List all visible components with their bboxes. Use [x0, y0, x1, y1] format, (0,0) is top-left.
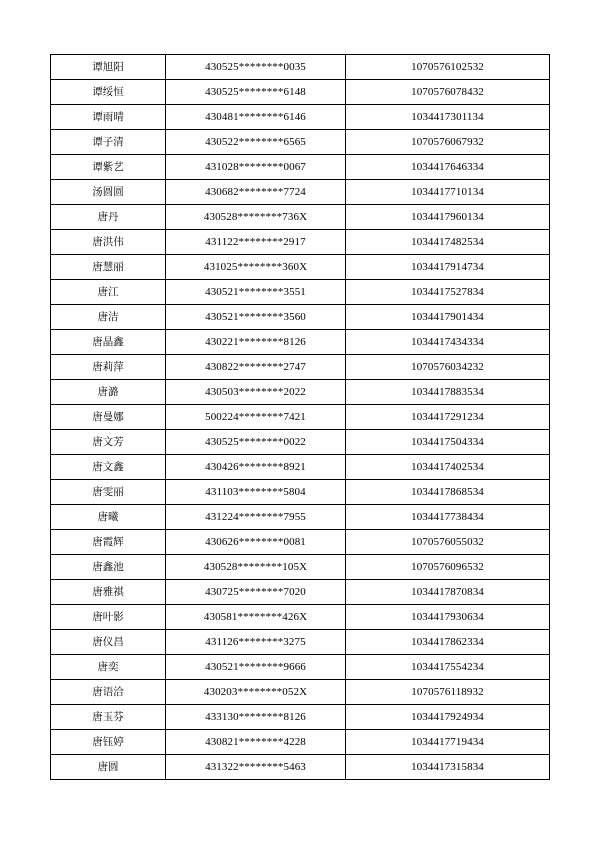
table-row	[51, 180, 550, 205]
id-number-cell: 431103********5804	[166, 480, 346, 505]
record-number-cell: 1070576078432	[346, 80, 550, 105]
id-number-cell: 430525********0035	[166, 55, 346, 80]
id-number-cell: 430521********3551	[166, 280, 346, 305]
id-number-cell: 500224********7421	[166, 405, 346, 430]
id-number-cell: 430503********2022	[166, 380, 346, 405]
name-cell: 唐语洽	[51, 680, 166, 705]
id-number-cell: 431126********3275	[166, 630, 346, 655]
name-cell: 唐圆	[51, 755, 166, 780]
record-number-cell: 1034417434334	[346, 330, 550, 355]
record-number-cell: 1070576034232	[346, 355, 550, 380]
name-cell: 谭旭阳	[51, 55, 166, 80]
table-row	[51, 705, 550, 730]
table-row	[51, 455, 550, 480]
name-cell: 唐曼娜	[51, 405, 166, 430]
record-number-cell: 1034417960134	[346, 205, 550, 230]
id-number-cell: 433130********8126	[166, 705, 346, 730]
record-number-cell: 1034417315834	[346, 755, 550, 780]
name-cell: 唐曦	[51, 505, 166, 530]
id-number-cell: 430525********6148	[166, 80, 346, 105]
record-number-cell: 1034417527834	[346, 280, 550, 305]
id-number-cell: 431224********7955	[166, 505, 346, 530]
name-cell: 唐玉芬	[51, 705, 166, 730]
record-number-cell: 1034417504334	[346, 430, 550, 455]
table-row	[51, 205, 550, 230]
roster-table-body	[51, 55, 550, 780]
record-number-cell: 1034417719434	[346, 730, 550, 755]
name-cell: 唐江	[51, 280, 166, 305]
id-number-cell: 430725********7020	[166, 580, 346, 605]
record-number-cell: 1034417402534	[346, 455, 550, 480]
table-row	[51, 505, 550, 530]
name-cell: 唐奕	[51, 655, 166, 680]
table-row	[51, 155, 550, 180]
roster-table	[50, 54, 550, 780]
record-number-cell: 1034417710134	[346, 180, 550, 205]
record-number-cell: 1034417883534	[346, 380, 550, 405]
record-number-cell: 1034417554234	[346, 655, 550, 680]
name-cell: 谭紫艺	[51, 155, 166, 180]
table-row	[51, 305, 550, 330]
record-number-cell: 1070576096532	[346, 555, 550, 580]
record-number-cell: 1034417930634	[346, 605, 550, 630]
id-number-cell: 430821********4228	[166, 730, 346, 755]
name-cell: 唐霞辉	[51, 530, 166, 555]
id-number-cell: 430221********8126	[166, 330, 346, 355]
table-row	[51, 255, 550, 280]
table-row	[51, 655, 550, 680]
id-number-cell: 430521********3560	[166, 305, 346, 330]
record-number-cell: 1034417868534	[346, 480, 550, 505]
table-row	[51, 105, 550, 130]
record-number-cell: 1034417482534	[346, 230, 550, 255]
record-number-cell: 1070576102532	[346, 55, 550, 80]
record-number-cell: 1034417301134	[346, 105, 550, 130]
id-number-cell: 430521********9666	[166, 655, 346, 680]
record-number-cell: 1034417646334	[346, 155, 550, 180]
record-number-cell: 1034417862334	[346, 630, 550, 655]
name-cell: 唐洪伟	[51, 230, 166, 255]
name-cell: 唐慧丽	[51, 255, 166, 280]
record-number-cell: 1070576067932	[346, 130, 550, 155]
record-number-cell: 1034417870834	[346, 580, 550, 605]
name-cell: 唐雅祺	[51, 580, 166, 605]
name-cell: 谭子清	[51, 130, 166, 155]
table-row	[51, 55, 550, 80]
table-row	[51, 755, 550, 780]
table-row	[51, 430, 550, 455]
record-number-cell: 1034417914734	[346, 255, 550, 280]
record-number-cell: 1034417901434	[346, 305, 550, 330]
id-number-cell: 430426********8921	[166, 455, 346, 480]
table-row	[51, 605, 550, 630]
name-cell: 唐鑫池	[51, 555, 166, 580]
id-number-cell: 431025********360X	[166, 255, 346, 280]
table-row	[51, 330, 550, 355]
name-cell: 唐洁	[51, 305, 166, 330]
name-cell: 唐仪昌	[51, 630, 166, 655]
table-row	[51, 580, 550, 605]
id-number-cell: 430528********736X	[166, 205, 346, 230]
id-number-cell: 430682********7724	[166, 180, 346, 205]
record-number-cell: 1070576055032	[346, 530, 550, 555]
id-number-cell: 430525********0022	[166, 430, 346, 455]
id-number-cell: 430522********6565	[166, 130, 346, 155]
table-row	[51, 680, 550, 705]
name-cell: 谭绥恒	[51, 80, 166, 105]
name-cell: 汤圆圆	[51, 180, 166, 205]
record-number-cell: 1034417291234	[346, 405, 550, 430]
name-cell: 谭雨晴	[51, 105, 166, 130]
table-row	[51, 630, 550, 655]
table-row	[51, 355, 550, 380]
name-cell: 唐钰婷	[51, 730, 166, 755]
record-number-cell: 1070576118932	[346, 680, 550, 705]
table-row	[51, 730, 550, 755]
id-number-cell: 430203********052X	[166, 680, 346, 705]
record-number-cell: 1034417924934	[346, 705, 550, 730]
name-cell: 唐雯丽	[51, 480, 166, 505]
id-number-cell: 430822********2747	[166, 355, 346, 380]
table-row	[51, 530, 550, 555]
name-cell: 唐叶影	[51, 605, 166, 630]
name-cell: 唐文芳	[51, 430, 166, 455]
name-cell: 唐文鑫	[51, 455, 166, 480]
name-cell: 唐晶鑫	[51, 330, 166, 355]
id-number-cell: 430481********6146	[166, 105, 346, 130]
record-number-cell: 1034417738434	[346, 505, 550, 530]
table-row	[51, 130, 550, 155]
table-row	[51, 80, 550, 105]
name-cell: 唐莉萍	[51, 355, 166, 380]
id-number-cell: 430626********0081	[166, 530, 346, 555]
table-row	[51, 280, 550, 305]
table-row	[51, 380, 550, 405]
table-row	[51, 555, 550, 580]
id-number-cell: 430581********426X	[166, 605, 346, 630]
table-row	[51, 480, 550, 505]
name-cell: 唐潞	[51, 380, 166, 405]
table-row	[51, 230, 550, 255]
id-number-cell: 431122********2917	[166, 230, 346, 255]
name-cell: 唐丹	[51, 205, 166, 230]
table-row	[51, 405, 550, 430]
id-number-cell: 431322********5463	[166, 755, 346, 780]
id-number-cell: 431028********0067	[166, 155, 346, 180]
id-number-cell: 430528********105X	[166, 555, 346, 580]
